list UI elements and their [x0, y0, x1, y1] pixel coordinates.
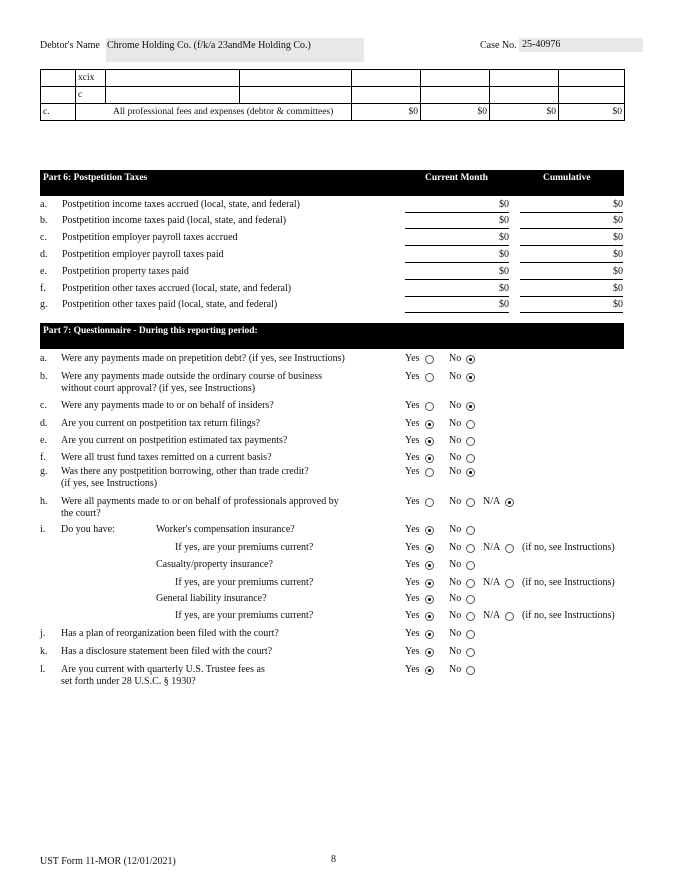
debtor-name-field[interactable]	[106, 38, 364, 62]
yes-label: Yes	[405, 371, 420, 382]
insurance-item-text: If yes, are your premiums current?	[175, 542, 314, 553]
no-label: No	[449, 496, 462, 507]
question-text-cont: without court approval? (if yes, see Instructions)	[61, 383, 256, 394]
question-e-yes-radio[interactable]	[425, 437, 434, 446]
row-label: All professional fees and expenses (debtor & committees)	[76, 104, 352, 121]
no-label: No	[449, 593, 462, 604]
row-letter: c.	[40, 232, 47, 243]
underline	[520, 279, 623, 280]
underline	[405, 296, 509, 297]
question-l-no-radio[interactable]	[466, 666, 475, 675]
question-letter: a.	[40, 353, 47, 364]
part7-header	[40, 323, 624, 349]
insurance-item-text: Casualty/property insurance?	[156, 559, 273, 570]
question-h-no-radio[interactable]	[466, 498, 475, 507]
yes-label: Yes	[405, 418, 420, 429]
na-label: N/A	[483, 610, 501, 621]
row-label: c	[76, 87, 106, 104]
no-label: No	[449, 400, 462, 411]
case-no-value: 25-40976	[522, 39, 561, 50]
question-text-cont: (if yes, see Instructions)	[61, 478, 158, 489]
form-id: UST Form 11-MOR (12/01/2021)	[40, 856, 176, 867]
current-month-value: $0	[499, 299, 509, 310]
total-value: $0	[559, 104, 625, 121]
question-letter: i.	[40, 524, 46, 535]
insurance-item-text: General liability insurance?	[156, 593, 267, 604]
question-a-yes-radio[interactable]	[425, 355, 434, 364]
yes-label: Yes	[405, 559, 420, 570]
yes-label: Yes	[405, 610, 420, 621]
professional-fees-table	[40, 69, 625, 121]
cumulative-value: $0	[613, 266, 623, 277]
no-label: No	[449, 664, 462, 675]
question-text-cont: set forth under 28 U.S.C. § 1930?	[61, 676, 196, 687]
question-c-yes-radio[interactable]	[425, 402, 434, 411]
cumulative-value: $0	[613, 283, 623, 294]
question-k-no-radio[interactable]	[466, 648, 475, 657]
question-text: Are you current on postpetition estimated tax payments?	[61, 435, 288, 446]
insurance-item-text: If yes, are your premiums current?	[175, 610, 314, 621]
if-no-note: (if no, see Instructions)	[522, 577, 615, 588]
no-label: No	[449, 559, 462, 570]
insurance-1-na-radio[interactable]	[505, 544, 514, 553]
current-month-header: Current Month	[425, 173, 488, 183]
question-b-yes-radio[interactable]	[425, 373, 434, 382]
current-month-value: $0	[499, 266, 509, 277]
yes-label: Yes	[405, 400, 420, 411]
question-letter: g.	[40, 466, 48, 477]
if-no-note: (if no, see Instructions)	[522, 542, 615, 553]
question-letter: l.	[40, 664, 46, 675]
question-text: Was there any postpetition borrowing, other than trade credit?	[61, 466, 309, 477]
row-label: Postpetition other taxes paid (local, state, and federal)	[62, 299, 278, 310]
yes-label: Yes	[405, 353, 420, 364]
if-no-note: (if no, see Instructions)	[522, 610, 615, 621]
underline	[405, 228, 509, 229]
insurance-2-no-radio[interactable]	[466, 561, 475, 570]
no-label: No	[449, 371, 462, 382]
yes-label: Yes	[405, 452, 420, 463]
row-letter: a.	[40, 199, 47, 210]
no-label: No	[449, 646, 462, 657]
insurance-1-yes-radio[interactable]	[425, 544, 434, 553]
question-text-cont: the court?	[61, 508, 101, 519]
insurance-0-no-radio[interactable]	[466, 526, 475, 535]
row-label: Postpetition employer payroll taxes accrued	[62, 232, 238, 243]
row-letter: b.	[40, 215, 48, 226]
yes-label: Yes	[405, 577, 420, 588]
current-month-value: $0	[499, 249, 509, 260]
question-letter: c.	[40, 400, 47, 411]
question-g-no-radio[interactable]	[466, 468, 475, 477]
current-month-value: $0	[499, 232, 509, 243]
row-label: xcix	[76, 70, 106, 87]
current-month-value: $0	[499, 283, 509, 294]
question-g-yes-radio[interactable]	[425, 468, 434, 477]
question-a-no-radio[interactable]	[466, 355, 475, 364]
page-number: 8	[331, 854, 336, 865]
insurance-5-no-radio[interactable]	[466, 612, 475, 621]
question-j-yes-radio[interactable]	[425, 630, 434, 639]
cumulative-value: $0	[613, 299, 623, 310]
yes-label: Yes	[405, 435, 420, 446]
underline	[520, 228, 623, 229]
underline	[405, 279, 509, 280]
case-no-field[interactable]	[519, 38, 643, 52]
question-j-no-radio[interactable]	[466, 630, 475, 639]
question-text: Has a disclosure statement been filed with the court?	[61, 646, 273, 657]
underline	[520, 312, 623, 313]
insurance-3-yes-radio[interactable]	[425, 579, 434, 588]
yes-label: Yes	[405, 466, 420, 477]
part6-title: Part 6: Postpetition Taxes	[43, 173, 148, 183]
current-month-value: $0	[499, 199, 509, 210]
no-label: No	[449, 353, 462, 364]
question-text: Are you current with quarterly U.S. Trustee fees as	[61, 664, 265, 675]
row-label: Postpetition employer payroll taxes paid	[62, 249, 224, 260]
no-label: No	[449, 418, 462, 429]
row-label: Postpetition income taxes accrued (local, state, and federal)	[62, 199, 300, 210]
insurance-4-no-radio[interactable]	[466, 595, 475, 604]
question-f-no-radio[interactable]	[466, 454, 475, 463]
question-text: Were any payments made on prepetition debt? (if yes, see Instructions)	[61, 353, 345, 364]
yes-label: Yes	[405, 524, 420, 535]
current-month-value: $0	[499, 215, 509, 226]
row-label: Postpetition income taxes paid (local, state, and federal)	[62, 215, 287, 226]
no-label: No	[449, 610, 462, 621]
underline	[405, 245, 509, 246]
row-label: Postpetition other taxes accrued (local, state, and federal)	[62, 283, 292, 294]
table-row	[41, 70, 625, 87]
question-text: Were all trust fund taxes remitted on a current basis?	[61, 452, 272, 463]
no-label: No	[449, 466, 462, 477]
row-letter: e.	[40, 266, 47, 277]
question-d-yes-radio[interactable]	[425, 420, 434, 429]
insurance-item-text: Worker's compensation insurance?	[156, 524, 295, 535]
case-no-label: Case No.	[480, 40, 517, 51]
insurance-intro: Do you have:	[61, 524, 115, 535]
question-text: Has a plan of reorganization been filed with the court?	[61, 628, 279, 639]
row-letter: g.	[40, 299, 48, 310]
question-h-na-radio[interactable]	[505, 498, 514, 507]
insurance-0-yes-radio[interactable]	[425, 526, 434, 535]
total-value: $0	[421, 104, 490, 121]
question-letter: k.	[40, 646, 48, 657]
question-c-no-radio[interactable]	[466, 402, 475, 411]
question-l-yes-radio[interactable]	[425, 666, 434, 675]
question-letter: h.	[40, 496, 48, 507]
question-b-no-radio[interactable]	[466, 373, 475, 382]
yes-label: Yes	[405, 646, 420, 657]
no-label: No	[449, 435, 462, 446]
cumulative-value: $0	[613, 232, 623, 243]
insurance-3-na-radio[interactable]	[505, 579, 514, 588]
no-label: No	[449, 628, 462, 639]
insurance-3-no-radio[interactable]	[466, 579, 475, 588]
no-label: No	[449, 524, 462, 535]
no-label: No	[449, 577, 462, 588]
yes-label: Yes	[405, 496, 420, 507]
na-label: N/A	[483, 496, 501, 507]
question-text: Were all payments made to or on behalf of professionals approved by	[61, 496, 339, 507]
underline	[520, 212, 623, 213]
underline	[520, 262, 623, 263]
question-text: Were any payments made to or on behalf of insiders?	[61, 400, 274, 411]
question-e-no-radio[interactable]	[466, 437, 475, 446]
cumulative-value: $0	[613, 199, 623, 210]
question-d-no-radio[interactable]	[466, 420, 475, 429]
underline	[520, 296, 623, 297]
insurance-2-yes-radio[interactable]	[425, 561, 434, 570]
insurance-5-na-radio[interactable]	[505, 612, 514, 621]
na-label: N/A	[483, 542, 501, 553]
yes-label: Yes	[405, 628, 420, 639]
underline	[405, 262, 509, 263]
question-letter: f.	[40, 452, 46, 463]
no-label: No	[449, 542, 462, 553]
question-text: Are you current on postpetition tax return filings?	[61, 418, 261, 429]
row-letter: c.	[41, 104, 76, 121]
row-label: Postpetition property taxes paid	[62, 266, 189, 277]
row-letter: d.	[40, 249, 48, 260]
question-letter: d.	[40, 418, 48, 429]
insurance-4-yes-radio[interactable]	[425, 595, 434, 604]
table-total-row	[41, 104, 625, 121]
question-k-yes-radio[interactable]	[425, 648, 434, 657]
yes-label: Yes	[405, 542, 420, 553]
total-value: $0	[352, 104, 421, 121]
row-letter: f.	[40, 283, 46, 294]
underline	[405, 212, 509, 213]
question-letter: e.	[40, 435, 47, 446]
insurance-1-no-radio[interactable]	[466, 544, 475, 553]
insurance-item-text: If yes, are your premiums current?	[175, 577, 314, 588]
question-h-yes-radio[interactable]	[425, 498, 434, 507]
question-text: Were any payments made outside the ordinary course of business	[61, 371, 323, 382]
cumulative-value: $0	[613, 249, 623, 260]
debtor-name-value: Chrome Holding Co. (f/k/a 23andMe Holding Co.)	[107, 40, 311, 51]
question-letter: j.	[40, 628, 46, 639]
total-value: $0	[490, 104, 559, 121]
cumulative-header: Cumulative	[543, 173, 591, 183]
yes-label: Yes	[405, 664, 420, 675]
underline	[520, 245, 623, 246]
no-label: No	[449, 452, 462, 463]
part6-header	[40, 170, 624, 196]
debtor-name-label: Debtor's Name	[40, 40, 100, 51]
part7-title: Part 7: Questionnaire - During this reporting period:	[43, 326, 258, 336]
question-f-yes-radio[interactable]	[425, 454, 434, 463]
underline	[405, 312, 509, 313]
na-label: N/A	[483, 577, 501, 588]
table-row	[41, 87, 625, 104]
question-letter: b.	[40, 371, 48, 382]
cumulative-value: $0	[613, 215, 623, 226]
insurance-5-yes-radio[interactable]	[425, 612, 434, 621]
yes-label: Yes	[405, 593, 420, 604]
